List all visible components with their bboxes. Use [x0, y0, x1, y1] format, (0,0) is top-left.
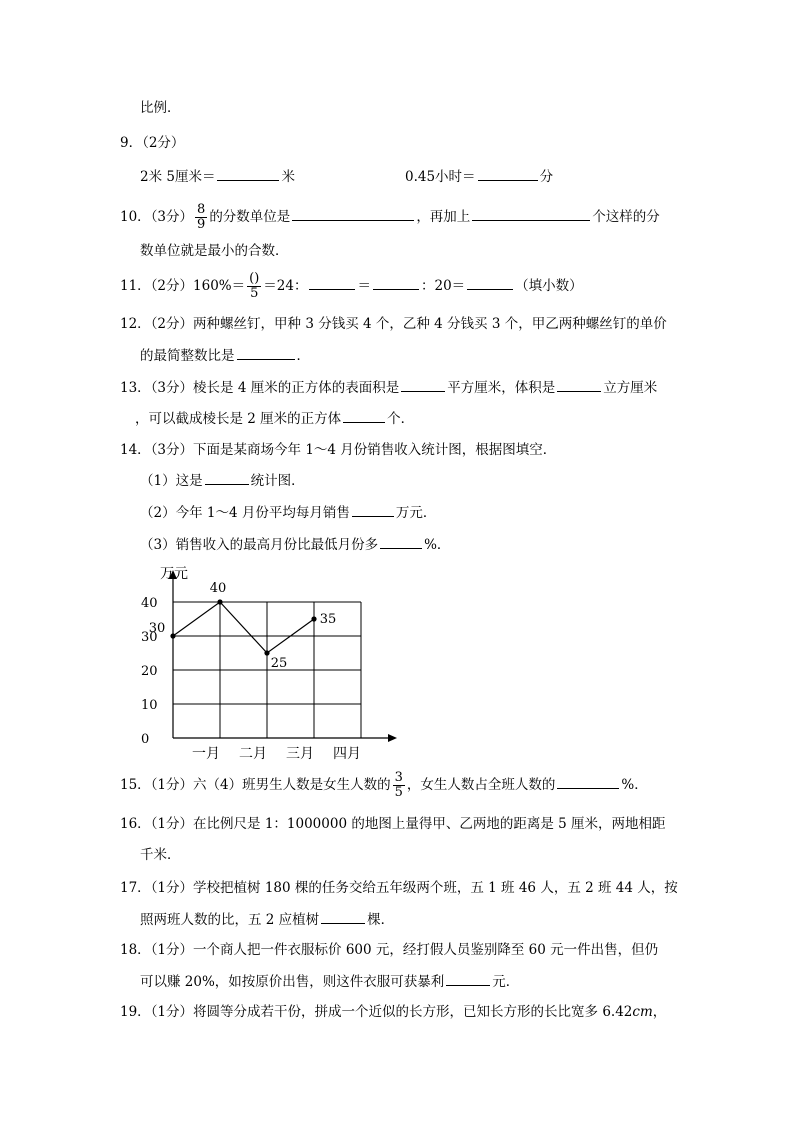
y-axis-label: 万元	[160, 566, 188, 582]
q9-a-unit: 米	[281, 169, 295, 185]
y-tick-label: 40	[141, 596, 158, 611]
data-point	[170, 633, 175, 638]
q14-stem	[120, 440, 556, 460]
q10-text-4: 数单位就是最小的合数．	[140, 243, 289, 259]
q11-text-5: （填小数）	[515, 278, 583, 294]
answer-blank[interactable]	[446, 971, 490, 986]
question-number: 11．	[120, 278, 151, 294]
fraction-numerator: 8	[197, 202, 206, 217]
q9-b-text: 0.45小时＝	[405, 169, 476, 185]
question-number: 16．	[120, 816, 151, 832]
data-point	[311, 616, 316, 621]
q15-text-2: ，女生人数占全班人数的	[406, 777, 556, 793]
q15-text-1: 六（4）班男生人数是女生人数的	[193, 777, 391, 793]
fraction	[195, 203, 207, 232]
q8-text: 比例．	[140, 100, 181, 116]
data-label: 40	[209, 581, 227, 596]
question-points: （3分）	[150, 442, 194, 458]
q9-header	[120, 133, 184, 153]
data-point	[264, 650, 269, 655]
y-tick-label: 20	[141, 664, 158, 679]
x-tick-labels	[192, 746, 361, 762]
q14-stem-text: 下面是某商场今年 1～4 月份销售收入统计图，根据图填空．	[193, 442, 557, 458]
answer-blank[interactable]	[237, 345, 295, 360]
q17-line1	[120, 878, 678, 898]
answer-blank[interactable]	[373, 275, 419, 290]
question-number: 12．	[120, 316, 151, 332]
sales-line-chart	[135, 560, 405, 765]
fraction	[247, 272, 261, 301]
answer-blank[interactable]	[309, 275, 355, 290]
series-line	[173, 602, 314, 653]
series-polyline	[173, 602, 314, 653]
data-label: 35	[319, 612, 337, 627]
data-label: 30	[148, 621, 166, 636]
answer-blank[interactable]	[557, 774, 619, 789]
q14-sub1-tail: 统计图．	[250, 473, 305, 489]
q17-text-1: 学校把植树 180 棵的任务交给五年级两个班，五 1 班 46 人，五 2 班 44 人，按	[193, 880, 678, 896]
q12-line1	[120, 314, 667, 334]
x-tick-label: 一月	[192, 746, 220, 762]
q9-b-unit: 分	[539, 169, 554, 185]
q18-line2	[140, 971, 519, 992]
q13-text-2: 平方厘米，体积是	[447, 380, 556, 396]
q12-text-1: 两种螺丝钉，甲种 3 分钱买 4 个，乙种 4 分钱买 3 个，甲乙两种螺丝钉的单价	[193, 316, 667, 332]
q8-continuation	[140, 98, 181, 118]
q11-text-1: 160%＝	[193, 278, 246, 294]
question-points: （2分）	[142, 135, 185, 151]
q11-text-4: ：20＝	[420, 278, 466, 294]
answer-blank[interactable]	[467, 275, 513, 290]
question-points: （1分）	[150, 942, 194, 958]
q19-text-1: 将圆等分成若干份，拼成一个近似的长方形，已知长方形的长比宽多 6.42	[193, 1004, 633, 1020]
q13-line2	[135, 408, 414, 429]
question-points: （3分）	[150, 209, 194, 225]
answer-blank[interactable]	[352, 502, 394, 517]
question-number: 10．	[120, 209, 151, 225]
question-points: （1分）	[150, 816, 194, 832]
question-points: （2分）	[150, 278, 194, 294]
question-points: （1分）	[150, 880, 194, 896]
q18-text-2: 可以赚 20%，如按原价出售，则这件衣服可获暴利	[140, 974, 445, 990]
q10-text-3: 个这样的分	[592, 209, 660, 225]
q14-sub2	[140, 502, 436, 523]
q9-a-text: 2米 5厘米＝	[140, 169, 216, 185]
question-number: 13．	[120, 380, 151, 396]
answer-blank[interactable]	[557, 377, 601, 392]
question-points: （1分）	[150, 777, 194, 793]
question-points: （3分）	[150, 380, 194, 396]
question-number: 15．	[120, 777, 151, 793]
q14-sub2-text: （2）今年 1～4 月份平均每月销售	[140, 505, 350, 521]
question-number: 17．	[120, 880, 151, 896]
q9-part-b	[405, 166, 553, 187]
question-number: 14．	[120, 442, 151, 458]
y-tick-labels	[141, 596, 158, 747]
q16-text-2: 千米．	[140, 847, 181, 863]
question-number: 19．	[120, 1004, 151, 1020]
q17-text-3: 棵．	[367, 912, 395, 928]
data-label: 25	[270, 656, 288, 671]
answer-blank[interactable]	[472, 206, 590, 221]
q19-line1	[120, 1002, 666, 1022]
q12-text-2: 的最简整数比是	[140, 348, 235, 364]
q19-unit: cm	[632, 1004, 653, 1020]
q10-text-2: ，再加上	[416, 209, 471, 225]
q16-line2	[140, 845, 181, 865]
q17-text-2: 照两班人数的比，五 2 应植树	[140, 912, 320, 928]
q14-sub3	[140, 534, 450, 555]
q11-text-2: ＝24：	[263, 278, 308, 294]
x-tick-label: 二月	[239, 746, 267, 762]
q15-text-3: %．	[621, 777, 648, 793]
question-points: （2分）	[150, 316, 194, 332]
q13-line1	[120, 377, 657, 398]
q14-sub1	[140, 470, 305, 491]
q13-text-1: 棱长是 4 厘米的正方体的表面积是	[193, 380, 400, 396]
q10-line1	[120, 202, 660, 232]
q18-line1	[120, 940, 658, 960]
q10-text-1: 的分数单位是	[209, 209, 291, 225]
fraction-denominator: 5	[394, 785, 403, 800]
q18-text-3: 元．	[492, 974, 520, 990]
q15-line	[120, 769, 648, 801]
x-axis-arrow	[388, 734, 397, 742]
y-tick-label: 0	[141, 732, 150, 747]
q12-line2	[140, 345, 310, 366]
answer-blank[interactable]	[478, 166, 538, 181]
answer-blank[interactable]	[401, 377, 445, 392]
q14-sub3-tail: %．	[424, 537, 451, 553]
x-tick-label: 四月	[333, 746, 361, 762]
q10-line2	[140, 241, 289, 261]
y-tick-label: 10	[141, 698, 158, 713]
fraction-denominator: 5	[250, 286, 259, 301]
q12-text-3: ．	[296, 348, 310, 364]
q16-line1	[120, 814, 666, 834]
q14-sub1-text: （1）这是	[140, 473, 203, 489]
data-point	[217, 599, 222, 604]
q13-text-5: 个．	[387, 411, 415, 427]
fraction-denominator: 9	[197, 217, 206, 232]
answer-blank[interactable]	[217, 166, 279, 181]
q17-line2	[140, 909, 394, 930]
q16-text-1: 在比例尺是 1：1000000 的地图上量得甲、乙两地的距离是 5 厘米，两地相距	[193, 816, 666, 832]
answer-blank[interactable]	[380, 534, 422, 549]
q14-sub2-tail: 万元．	[395, 505, 437, 521]
q19-tail: ，	[652, 1004, 667, 1020]
answer-blank[interactable]	[343, 408, 385, 423]
question-number: 18．	[120, 942, 151, 958]
q18-text-1: 一个商人把一件衣服标价 600 元，经打假人员鉴别降至 60 元一件出售，但仍	[193, 942, 659, 958]
q13-text-4: ，可以截成棱长是 2 厘米的正方体	[135, 411, 342, 427]
answer-blank[interactable]	[292, 206, 414, 221]
fraction-numerator[interactable]: ()	[249, 271, 260, 286]
y-tick-label: 30	[141, 630, 158, 645]
fraction-numerator: 3	[394, 770, 403, 785]
q11-line	[120, 271, 583, 301]
q9-part-a	[140, 166, 295, 187]
x-tick-label: 三月	[286, 746, 314, 762]
q13-text-3: 立方厘米	[603, 380, 658, 396]
q14-sub3-text: （3）销售收入的最高月份比最低月份多	[140, 537, 379, 553]
answer-blank[interactable]	[205, 470, 249, 485]
fraction	[393, 771, 405, 800]
q11-text-3: ＝	[357, 278, 371, 294]
question-number: 9．	[120, 135, 143, 151]
answer-blank[interactable]	[321, 909, 365, 924]
question-points: （1分）	[150, 1004, 194, 1020]
